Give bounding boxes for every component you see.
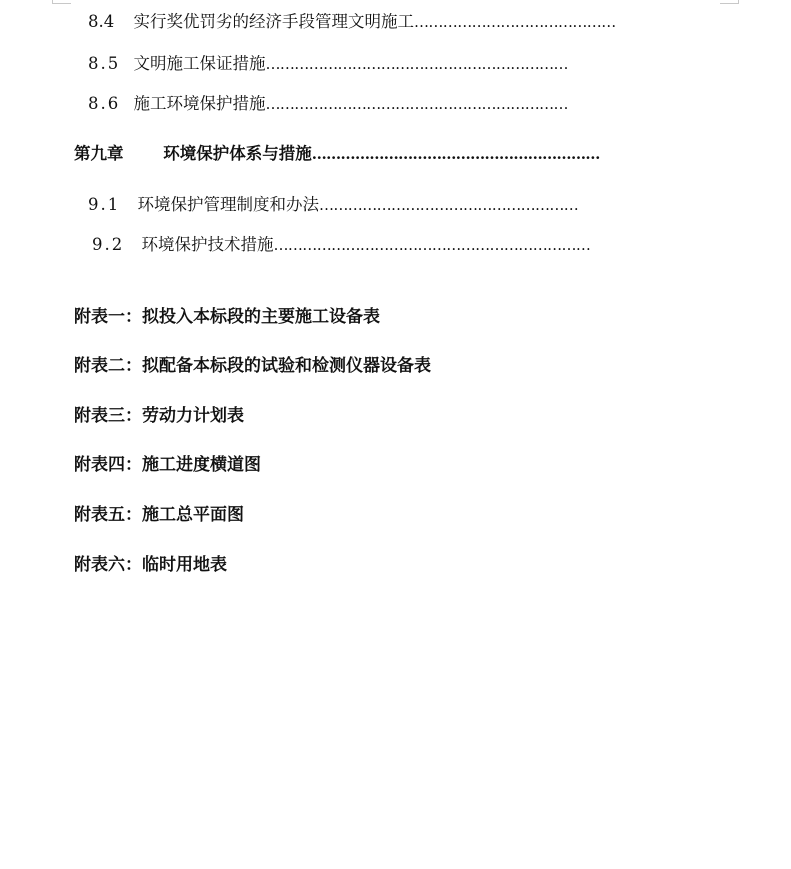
toc-entry-8-6[interactable] [88,93,568,115]
toc-leader-dots: …………………………………………………… [311,145,600,163]
toc-entry-number: 8.4 [88,12,115,31]
toc-leader-dots: ……………………………………………… [319,196,579,214]
toc-leader-dots: ………………………………………………………… [273,236,591,254]
toc-entry-title: 环境保护技术措施 [141,235,274,254]
toc-entry-chapter-9[interactable] [74,143,600,165]
appendix-3: 附表三：劳动力计划表 [74,406,244,426]
appendix-4: 附表四：施工进度横道图 [74,455,261,475]
appendix-5: 附表五：施工总平面图 [74,505,244,525]
toc-entry-8-4[interactable] [88,11,616,33]
toc-chapter-number: 第九章 [74,144,124,163]
toc-entry-9-1[interactable] [88,194,578,216]
toc-entry-number: 8.5 [88,54,121,73]
appendix-6: 附表六：临时用地表 [74,555,227,575]
toc-entry-8-5[interactable] [88,53,568,75]
toc-chapter-title: 环境保护体系与措施 [163,144,312,163]
toc-entry-number: 9.1 [88,195,121,214]
toc-entry-number: 9.2 [92,235,125,254]
toc-leader-dots: ……………………………………………………… [265,55,568,73]
toc-entry-title: 文明施工保证措施 [133,54,266,73]
toc-entry-title: 环境保护管理制度和办法 [137,195,319,214]
toc-leader-dots: …………………………………… [414,13,616,31]
page-corner-mark-left [52,0,71,4]
toc-entry-9-2[interactable] [92,234,590,256]
toc-leader-dots: ……………………………………………………… [265,95,568,113]
toc-entry-number: 8.6 [88,94,121,113]
appendix-2: 附表二：拟配备本标段的试验和检测仪器设备表 [74,356,431,376]
toc-entry-title: 实行奖优罚劣的经济手段管理文明施工 [133,12,414,31]
page-corner-mark-right [720,0,739,4]
appendix-1: 附表一：拟投入本标段的主要施工设备表 [74,307,380,327]
toc-entry-title: 施工环境保护措施 [133,94,266,113]
